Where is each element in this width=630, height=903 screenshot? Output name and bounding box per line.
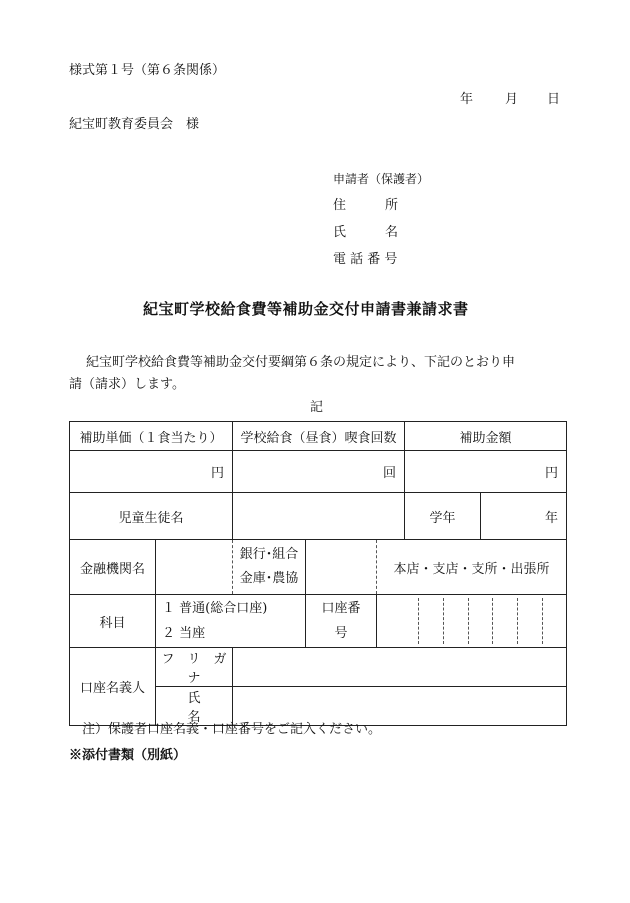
amount-cell[interactable] [405,451,567,493]
addressee: 紀宝町教育委員会 様 [69,117,200,132]
holder-label: 口座名義人 [70,648,156,726]
header-unit-price: 補助単価（１食当たり） [70,422,233,451]
bank-label: 金融機関名 [70,540,156,595]
application-table [69,421,567,726]
grade-unit: 年 [545,510,559,526]
holder-name-field[interactable] [233,687,567,726]
subject-options[interactable] [156,595,306,648]
yen-unit-amount: 円 [545,466,559,481]
subject-option-current[interactable]: ２ 当座 [162,626,206,641]
branch-kind: 本店・支店・支所・出張所 [377,540,567,595]
subject-option-ordinary[interactable]: １ 普通(総合口座) [162,601,268,616]
holder-name-label: 氏 名 [156,687,233,726]
student-name-label: 児童生徒名 [70,493,233,540]
header-meal-count: 学校給食（昼食）喫食回数 [233,422,405,451]
form-number: 様式第１号（第６条関係） [69,63,226,78]
address-label: 住 所 [333,198,399,213]
subject-label: 科目 [70,595,156,648]
meal-count-cell[interactable] [233,451,405,493]
account-digit-divider [492,598,493,644]
account-digit-divider [468,598,469,644]
account-digit-divider [418,598,419,644]
account-number-label [306,595,377,648]
body-text-line2: 請（請求）します。 [69,377,185,392]
date-month: 月 [505,92,519,107]
bank-kind-line2: 金庫･農協 [239,571,299,586]
grade-field[interactable] [481,493,567,540]
account-digit-divider [542,598,543,644]
furigana-label: フ リ ガ ナ [156,648,233,687]
document-title: 紀宝町学校給食費等補助金交付申請書兼請求書 [143,300,469,318]
bank-kind-line1: 銀行･組合 [239,547,299,562]
bank-name-field[interactable] [156,540,233,595]
account-number-label-line1: 口座番 [321,601,361,616]
phone-label: 電 話 番 号 [333,252,398,267]
applicant-heading: 申請者（保護者） [333,172,430,186]
furigana-field[interactable] [233,648,567,687]
yen-unit: 円 [211,466,225,481]
bank-kind [233,540,306,595]
account-digit-divider [517,598,518,644]
date-day: 日 [547,92,561,107]
grade-label: 学年 [405,493,481,540]
account-digit-divider [443,598,444,644]
note: 注）保護者口座名義・口座番号をご記入ください。 [82,722,382,737]
unit-price-cell[interactable] [70,451,233,493]
student-name-field[interactable] [233,493,405,540]
attachments-note: ※添付書類（別紙） [69,748,187,763]
branch-name-field[interactable] [306,540,377,595]
account-number-field[interactable] [377,595,567,648]
times-unit: 回 [383,466,397,481]
date-year: 年 [460,92,474,107]
body-text-line1: 紀宝町学校給食費等補助金交付要綱第６条の規定により、下記のとおり申 [86,355,516,370]
header-subsidy-amount: 補助金額 [405,422,567,451]
account-number-label-line2: 号 [334,626,348,641]
name-label: 氏 名 [333,225,399,240]
ki-heading: 記 [310,400,324,415]
